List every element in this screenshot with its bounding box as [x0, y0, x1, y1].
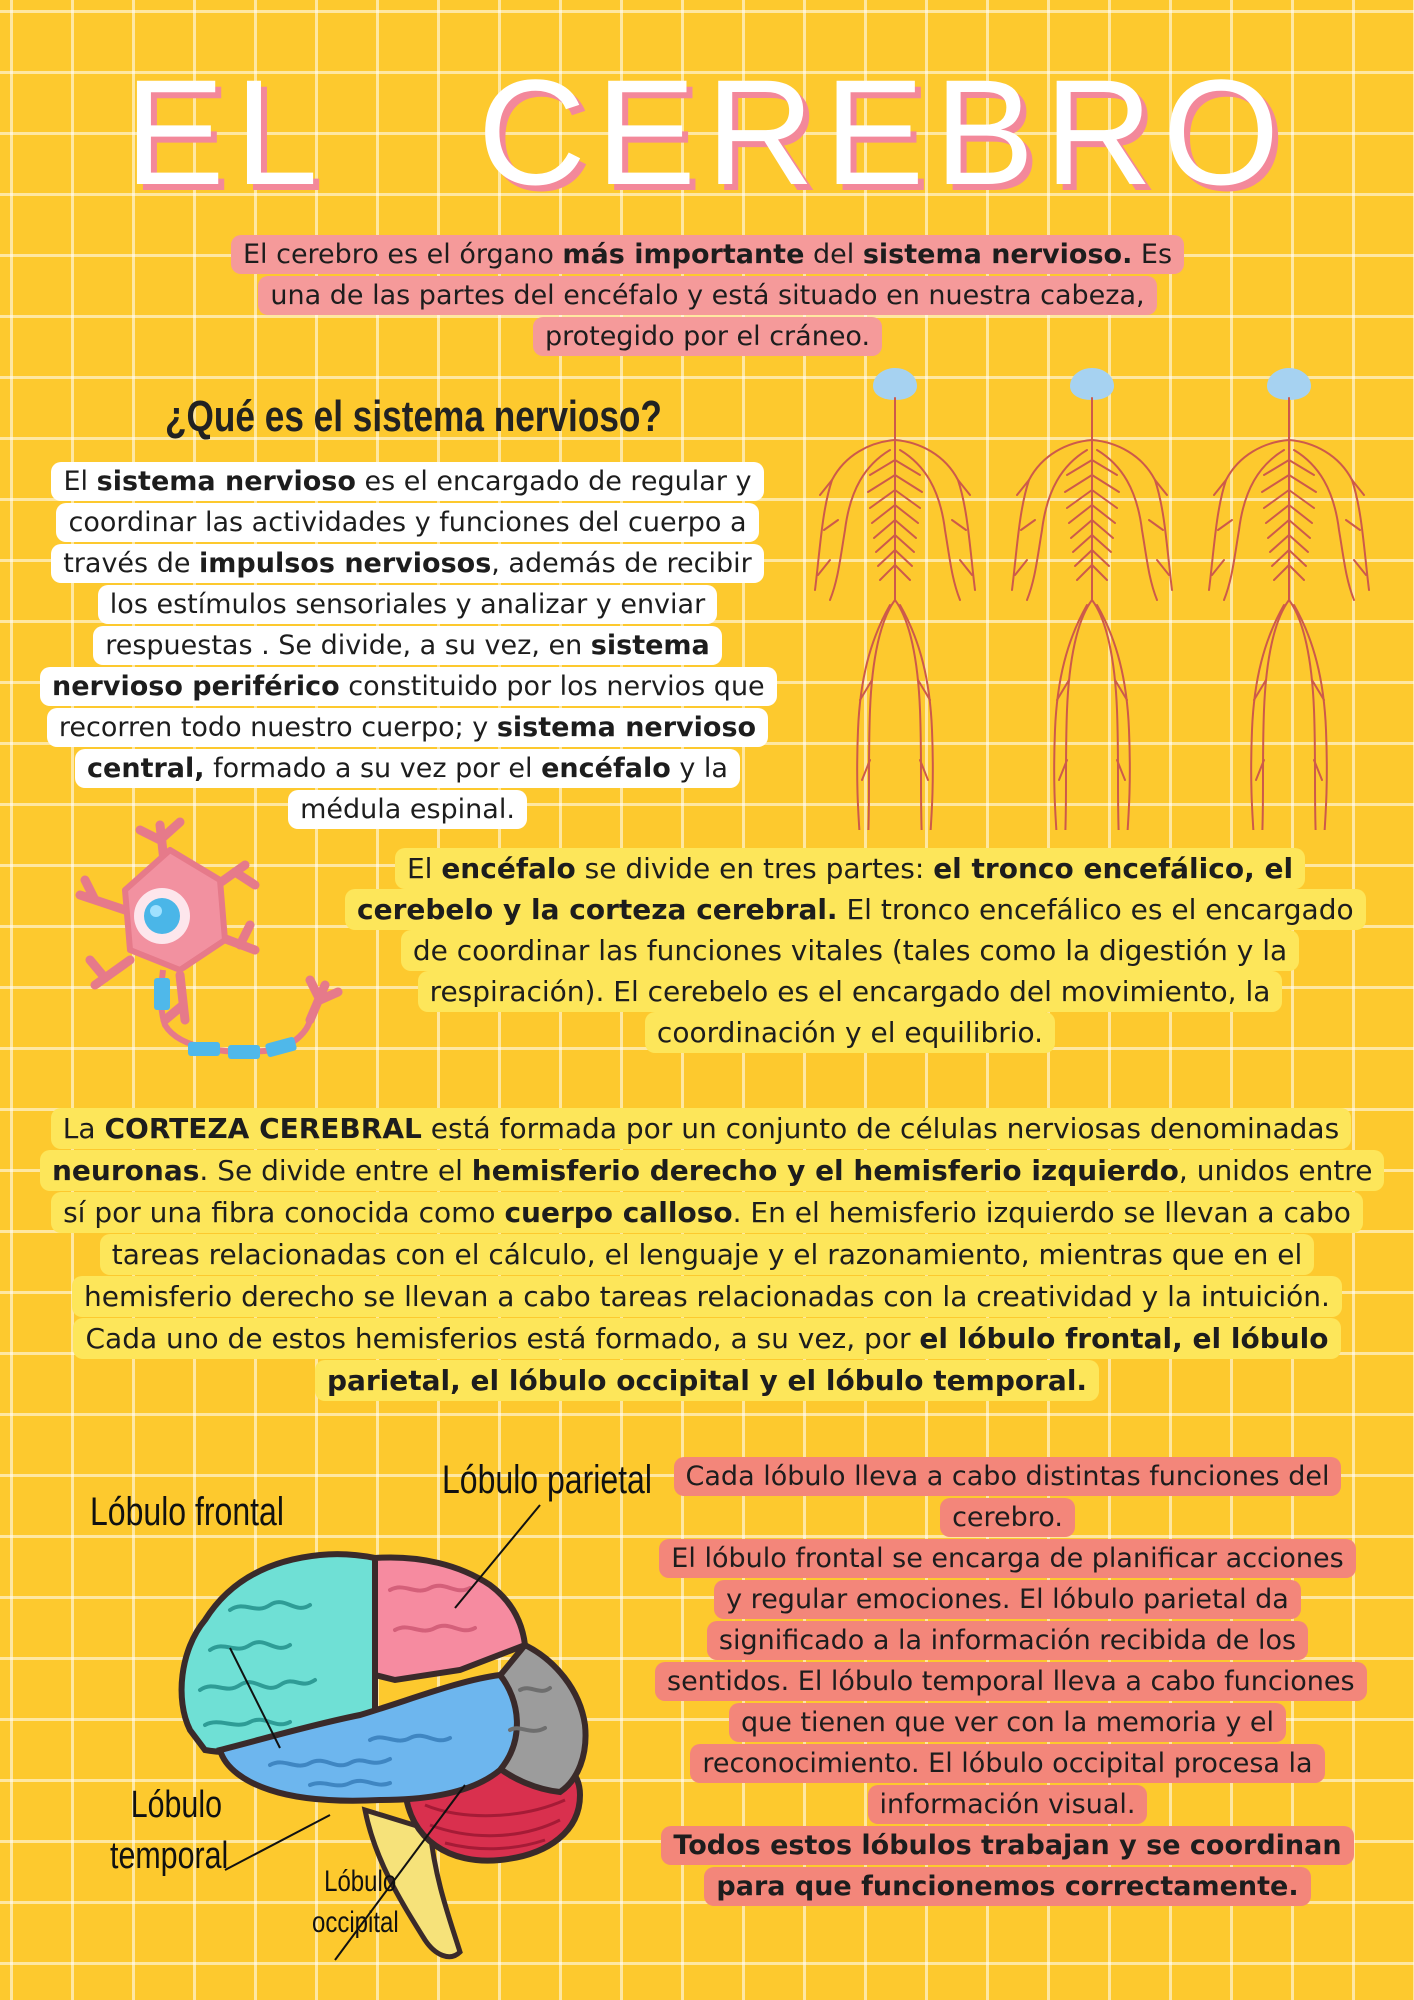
lobes-box [655, 1456, 1360, 1907]
page-title: EL CEREBRO [124, 48, 1290, 216]
intro-box [220, 234, 1195, 357]
lobes-intro-text: Cada lóbulo lleva a cabo distintas funciones del cerebro. [674, 1457, 1342, 1537]
label-temporal-line2: temporal [110, 1835, 229, 1878]
cortex-box [40, 1108, 1374, 1402]
encephalon-box [345, 848, 1355, 1053]
label-temporal-lobe [110, 1780, 228, 1883]
cortex-text: La CORTEZA CEREBRAL está formada por un conjunto de células nerviosas denominadas neuronas. Se divide entre el hemisferio derecho y el hemisferio izquierdo, unidos entre sí por una fibra conocida como cuerpo calloso. En el hemisferio izquierdo se llevan a cabo tareas relacionadas con el cálculo, el lenguaje y el razonamiento, mientras que en el hemisferio derecho se llevan a cabo tareas relacionadas con la creatividad y la intuición. Cada uno de estos hemisferios está formado, a su vez, por el lóbulo frontal, el lóbulo parietal, el lóbulo occipital y el lóbulo temporal. [40, 1108, 1384, 1401]
label-frontal-lobe: Lóbulo frontal [90, 1490, 284, 1534]
lobes-conclusion-text: Todos estos lóbulos trabajan y se coordinan para que funcionemos correctamente. [661, 1826, 1353, 1906]
intro-text: El cerebro es el órgano más importante del sistema nervioso. Es una de las partes del encéfalo y está situado en nuestra cabeza, protegido por el cráneo. [231, 235, 1184, 356]
label-parietal-lobe: Lóbulo parietal [442, 1458, 652, 1502]
label-occipital-line2: occipital [312, 1905, 399, 1939]
nervous-system-figures [810, 360, 1390, 830]
nervous-system-text: El sistema nervioso es el encargado de regular y coordinar las actividades y funciones del cuerpo a través de impulsos nerviosos, además de recibir los estímulos sensoriales y analizar y enviar respuestas . Se divide, a su vez, en sistema nervioso periférico constituido por los nervios que recorren todo nuestro cuerpo; y sistema nervioso central, formado a su vez por el encéfalo y la médula espinal. [40, 462, 777, 829]
label-temporal-line1: Lóbulo [130, 1784, 222, 1826]
nervous-system-heading: ¿Qué es el sistema nervioso? [165, 392, 662, 441]
neuron-icon [70, 810, 350, 1070]
lobes-functions-text: El lóbulo frontal se encarga de planificar acciones y regular emociones. El lóbulo parietal da significado a la información recibida de los sentidos. El lóbulo temporal lleva a cabo funciones que tienen que ver con la memoria y el reconocimiento. El lóbulo occipital procesa la información visual. [655, 1539, 1367, 1824]
label-occipital-lobe [312, 1862, 399, 1943]
nervous-system-box [40, 461, 775, 830]
label-occipital-line1: Lóbulo [324, 1865, 397, 1898]
encephalon-text: El encéfalo se divide en tres partes: el tronco encefálico, el cerebelo y la corteza cerebral. El tronco encefálico es el encargado de coordinar las funciones vitales (tales como la digestión y la respiración). El cerebelo es el encargado del movimiento, la coordinación y el equilibrio. [345, 848, 1366, 1053]
